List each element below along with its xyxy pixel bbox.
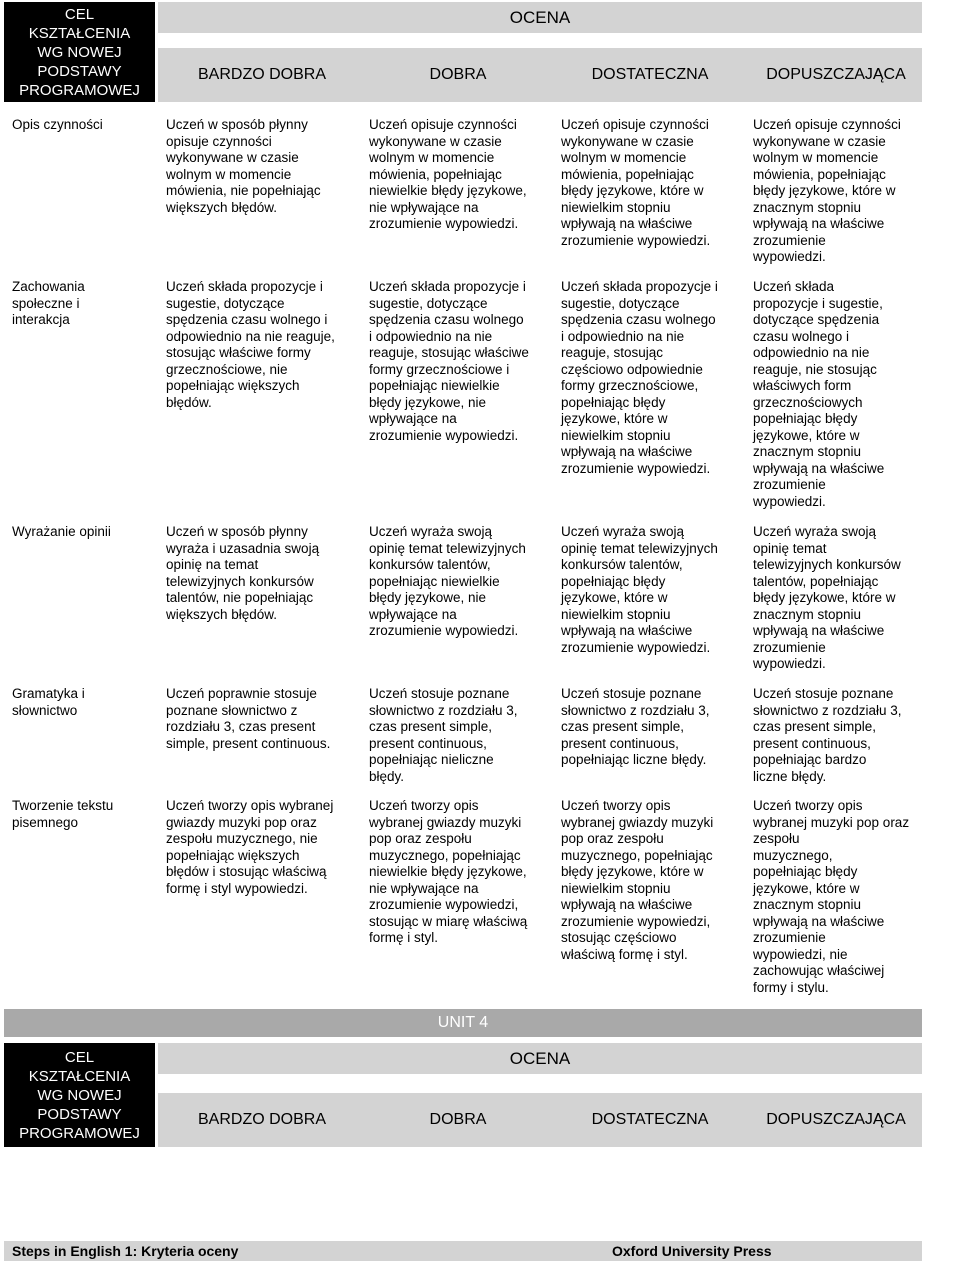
grade-dopuszczajaca: DOPUSZCZAJĄCA [766,66,906,83]
unit-banner [4,1009,922,1037]
criterion-bardzo-dobra: Uczeń tworzy opis wybranej gwiazdy muzyki pop oraz zespołu muzycznego, nie popełniając większych błędów i stosując właściwą formę i styl wypowiedzi. [166,798,334,896]
cel-line: PROGRAMOWEJ [19,81,140,99]
footer-title: Steps in English 1: Kryteria oceny [12,1243,239,1259]
cel-line: CEL [64,1048,95,1066]
criterion-label: Gramatyka i słownictwo [12,686,85,718]
criterion-label: Wyrażanie opinii [12,524,111,539]
criterion-dostateczna: Uczeń tworzy opis wybranej gwiazdy muzyki pop oraz zespołu muzycznego, popełniając błędy językowe, które w niewielkim stopniu wpływają na właściwe zrozumienie wypowiedzi, stosując częściowo właściwą formę i styl. [561,798,714,962]
criterion-label: Tworzenie tekstu pisemnego [12,798,114,830]
criterion-dobra: Uczeń opisuje czynności wykonywane w czasie wolnym w momencie mówienia, popełniając niewielkie błędy językowe, nie wpływające na zrozumienie wypowiedzi. [369,117,527,231]
criterion-dobra: Uczeń składa propozycje i sugestie, dotyczące spędzenia czasu wolnego i odpowiednio na nie reaguje, stosując właściwe formy grzecznościowe i popełniając niewielkie błędy językowe, nie wpływające na zrozumienie wypowiedzi. [369,279,529,443]
criterion-bardzo-dobra: Uczeń poprawnie stosuje poznane słownictwo z rozdziału 3, czas present simple, present continuous. [166,686,331,751]
grade-dostateczna: DOSTATECZNA [591,1111,709,1128]
criterion-dopuszczajaca: Uczeń opisuje czynności wykonywane w czasie wolnym w momencie mówienia, popełniając błędy językowe, które w znacznym stopniu wpływają na właściwe zrozumienie wypowiedzi. [753,117,901,264]
criterion-dobra: Uczeń stosuje poznane słownictwo z rozdziału 3, czas present simple, present continuous, popełniając nieliczne błędy. [369,686,518,784]
cel-line: PROGRAMOWEJ [19,1124,140,1142]
cel-line: WG NOWEJ [37,1086,122,1104]
criterion-dobra: Uczeń wyraża swoją opinię temat telewizyjnych konkursów talentów, popełniając niewielkie błędy językowe, nie wpływające na zrozumienie wypowiedzi. [369,524,526,638]
criterion-bardzo-dobra: Uczeń składa propozycje i sugestie, dotyczące spędzenia czasu wolnego i odpowiednio na nie reaguje, stosując właściwe formy grzecznościowe, nie popełniając większych błędów. [166,279,335,410]
grade-headers [158,48,922,102]
grade-bardzo-dobra: BARDZO DOBRA [197,1111,327,1128]
criterion-bardzo-dobra: Uczeń w sposób płynny opisuje czynności wykonywane w czasie wolnym w momencie mówienia, nie popełniając większych błędów. [166,117,321,215]
criterion-dostateczna: Uczeń opisuje czynności wykonywane w czasie wolnym w momencie mówienia, popełniając błędy językowe, które w niewielkim stopniu wpływają na właściwe zrozumienie wypowiedzi. [561,117,711,248]
ocena-header: OCENA [158,1043,922,1074]
cel-line: KSZTAŁCENIA [28,24,131,42]
ocena-header: OCENA [158,2,922,33]
grade-dopuszczajaca: DOPUSZCZAJĄCA [766,1111,906,1128]
criterion-dopuszczajaca: Uczeń stosuje poznane słownictwo z rozdziału 3, czas present simple, present continuous, popełniając bardzo liczne błędy. [753,686,902,784]
header-top [4,2,922,102]
criterion-dopuszczajaca: Uczeń składa propozycje i sugestie, dotyczące spędzenia czasu wolnego i odpowiednio na nie reaguje, nie stosując właściwych form grzecznościowych popełniając błędy językowe, które w znacznym stopniu wpływają na właściwe zrozumienie wypowiedzi. [753,279,885,509]
page-footer [4,1241,922,1261]
grade-bardzo-dobra: BARDZO DOBRA [197,66,327,83]
cel-line: PODSTAWY [37,1105,122,1123]
grade-headers [158,1093,922,1147]
unit-label: UNIT 4 [437,1014,489,1031]
criterion-dobra: Uczeń tworzy opis wybranej gwiazdy muzyki pop oraz zespołu muzycznego, popełniając niewielkie błędy językowe, nie wpływające na zrozumienie wypowiedzi, stosując w miarę właściwą formę i styl. [369,798,528,945]
cel-header-cell [4,2,155,102]
grade-dobra: DOBRA [429,1111,487,1128]
criterion-dostateczna: Uczeń stosuje poznane słownictwo z rozdziału 3, czas present simple, present continuous, popełniając liczne błędy. [561,686,710,767]
criterion-label: Opis czynności [12,117,103,132]
cel-line: PODSTAWY [37,62,122,80]
criterion-dostateczna: Uczeń wyraża swoją opinię temat telewizyjnych konkursów talentów, popełniając błędy językowe, które w niewielkim stopniu wpływają na właściwe zrozumienie wypowiedzi. [561,524,718,655]
criterion-dopuszczajaca: Uczeń wyraża swoją opinię temat telewizyjnych konkursów talentów, popełniając błędy językowe, które w znacznym stopniu wpływają na właściwe zrozumienie wypowiedzi. [753,524,901,671]
grade-dobra: DOBRA [429,66,487,83]
cel-line: KSZTAŁCENIA [28,1067,131,1085]
cel-line: WG NOWEJ [37,43,122,61]
cel-header-cell [4,1043,155,1147]
criterion-label: Zachowania społeczne i interakcja [12,279,85,327]
footer-publisher: Oxford University Press [612,1243,772,1259]
criterion-dostateczna: Uczeń składa propozycje i sugestie, dotyczące spędzenia czasu wolnego i odpowiednio na nie reaguje, stosując częściowo odpowiednie formy grzecznościowe, popełniając błędy językowe, które w niewielkim stopniu wpływają na właściwe zrozumienie wypowiedzi. [561,279,718,476]
grade-dostateczna: DOSTATECZNA [591,66,709,83]
criterion-bardzo-dobra: Uczeń w sposób płynny wyraża i uzasadnia swoją opinię na temat telewizyjnych konkursów talentów, nie popełniając większych błędów. [166,524,320,622]
header-unit4 [4,1043,922,1147]
cel-line: CEL [64,5,95,23]
criterion-dopuszczajaca: Uczeń tworzy opis wybranej muzyki pop oraz zespołu muzycznego, popełniając błędy językowe, które w znacznym stopniu wpływają na właściwe zrozumienie wypowiedzi, nie zachowując właściwej formy i stylu. [753,798,910,995]
